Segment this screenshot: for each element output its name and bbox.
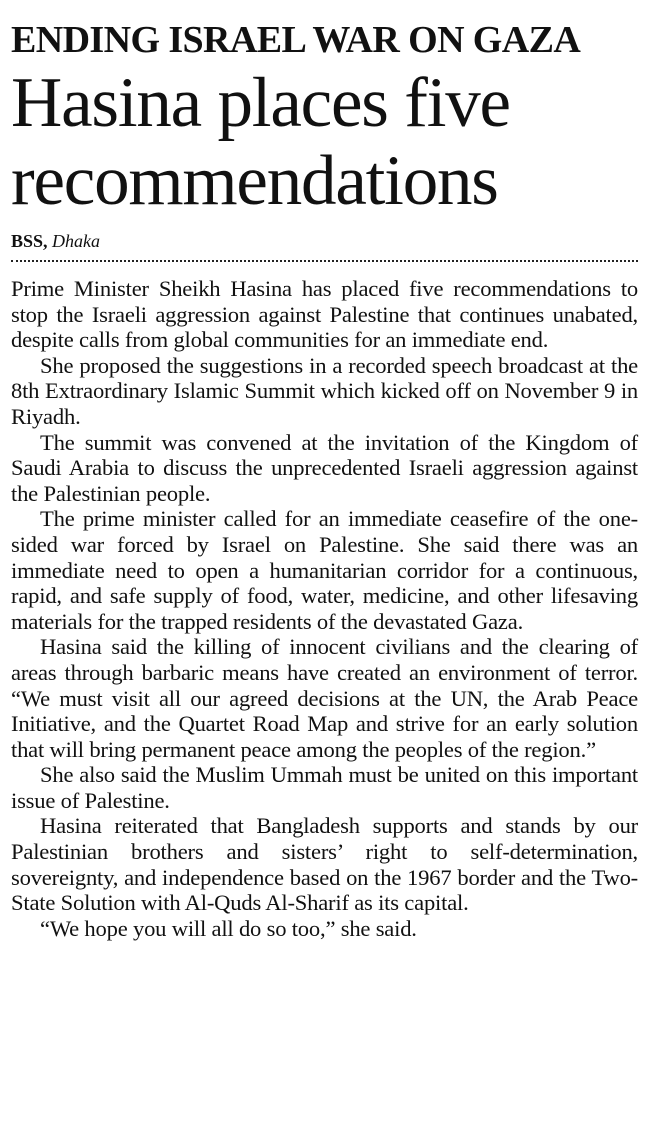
- body-paragraph: She proposed the suggestions in a recorded speech broadcast at the 8th Extraordinary Islamic Summit which kicked off on November 9 in Riyadh.: [11, 352, 638, 429]
- body-paragraph: She also said the Muslim Ummah must be united on this important issue of Palestine.: [11, 762, 638, 813]
- article-byline: [11, 230, 638, 252]
- body-paragraph: Hasina said the killing of innocent civilians and the clearing of areas through barbaric means have created an environment of terror. “We must visit all our agreed decisions at the UN, the Arab Peace Initiative, and the Quartet Road Map and strive for an early solution that will bring permanent peace among the peoples of the region.”: [11, 634, 638, 762]
- article-kicker: ENDING ISRAEL WAR ON GAZA: [11, 19, 581, 61]
- body-paragraph: The prime minister called for an immediate ceasefire of the one-sided war forced by Israel on Palestine. She said there was an immediate need to open a humanitarian corridor for a continuous, rapid, and safe supply of food, water, medicine, and other lifesaving materials for the trapped residents of the devastated Gaza.: [11, 506, 638, 634]
- byline-place: Dhaka: [52, 231, 101, 251]
- body-paragraph: Hasina reiterated that Bangladesh supports and stands by our Palestinian brothers and sisters’ right to self-determination, sovereignty, and independence based on the 1967 border and the Two-State Solution with Al-Quds Al-Sharif as its capital.: [11, 813, 638, 916]
- body-paragraph: Prime Minister Sheikh Hasina has placed five recommendations to stop the Israeli aggression against Palestine that continues unabated, despite calls from global communities for an immediate end.: [11, 276, 638, 353]
- byline-agency: BSS,: [11, 231, 48, 251]
- article-body: [11, 276, 638, 941]
- dotted-divider: [11, 260, 638, 262]
- article-headline: Hasina places five recommendations: [11, 64, 510, 220]
- body-paragraph: “We hope you will all do so too,” she said.: [40, 915, 417, 941]
- body-paragraph: The summit was convened at the invitation of the Kingdom of Saudi Arabia to discuss the unprecedented Israeli aggression against the Palestinian people.: [11, 429, 638, 506]
